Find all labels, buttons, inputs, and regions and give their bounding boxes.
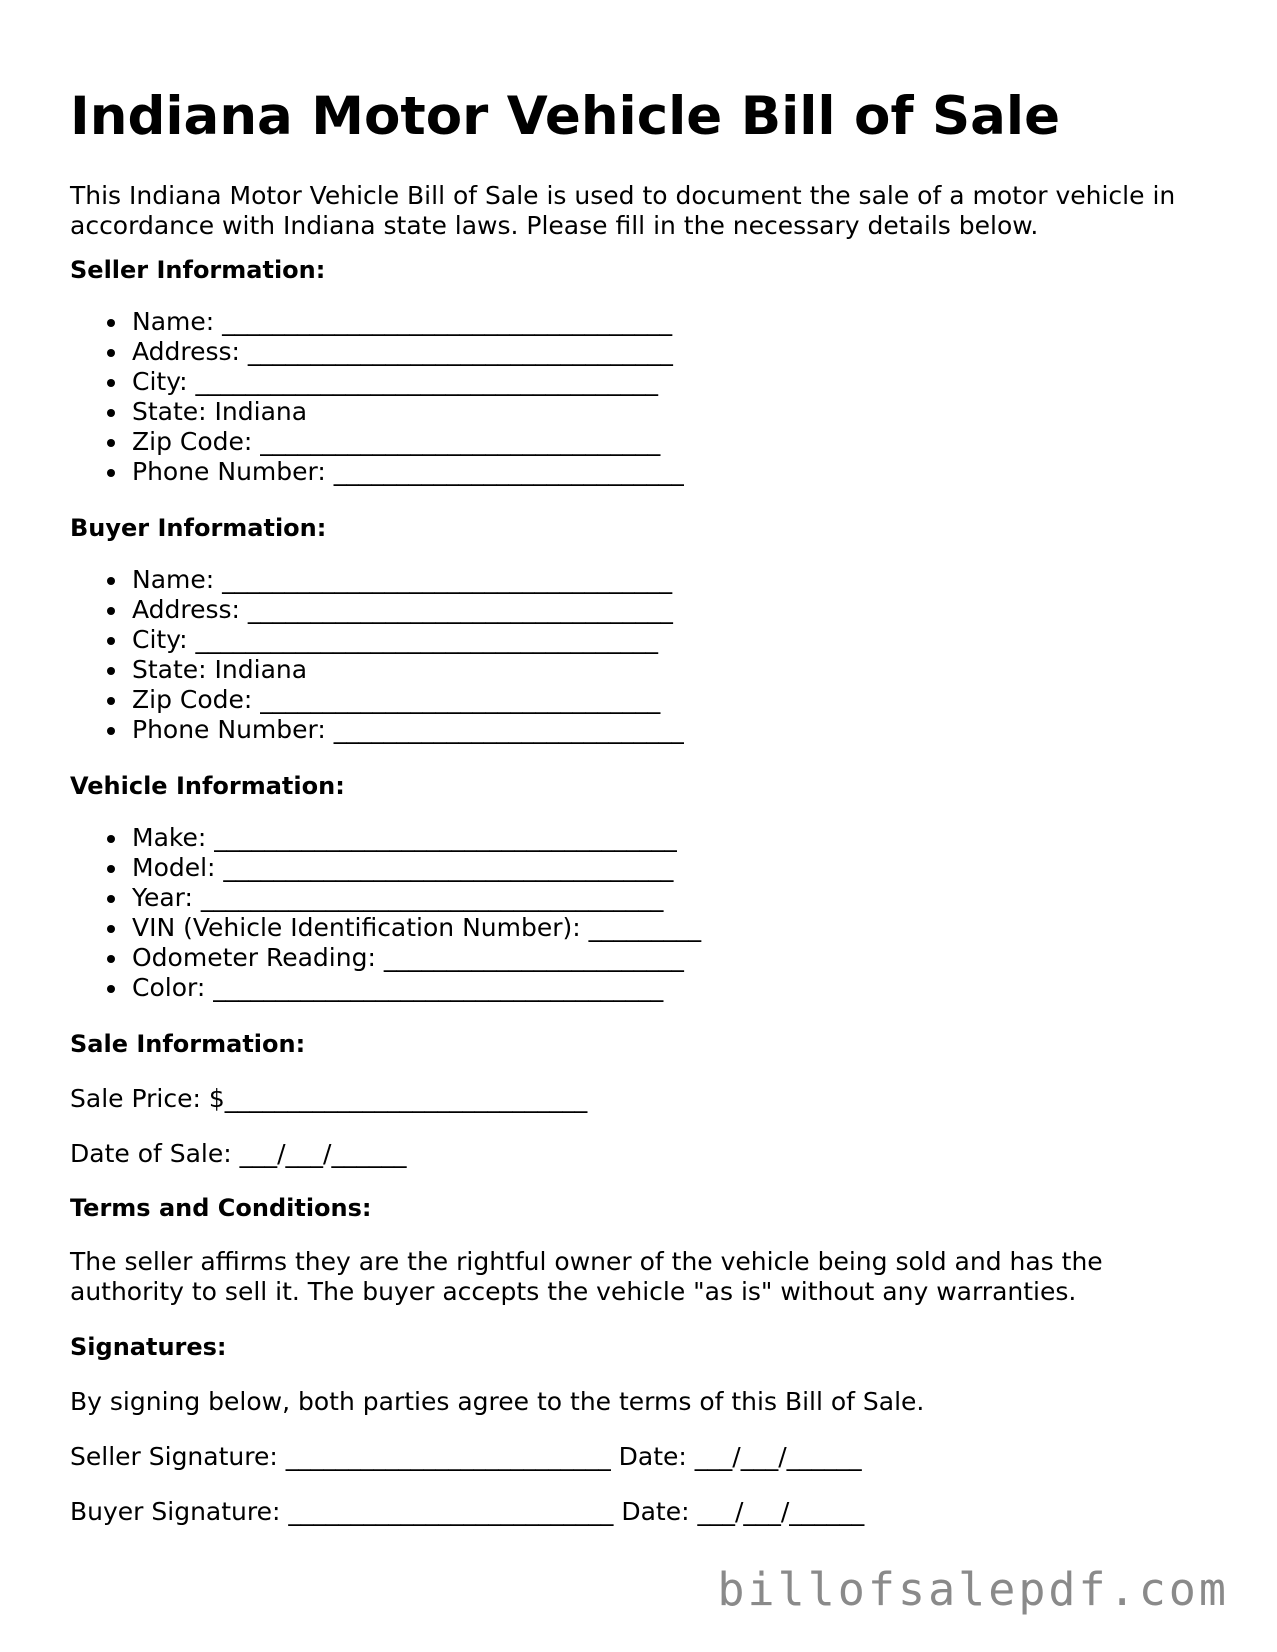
buyer-fields-list [70,565,684,745]
watermark: billofsalepdf.com [717,1563,1229,1616]
vehicle-fields-list [70,823,701,1003]
buyer-phone-field: Phone Number: ____________________________ [70,715,684,745]
seller-state-field: State: Indiana [70,397,684,427]
sale-date-field: Date of Sale: ___/___/______ [70,1139,407,1168]
vehicle-vin-field: VIN (Vehicle Identification Number): _________ [70,913,701,943]
terms-paragraph: The seller affirms they are the rightful owner of the vehicle being sold and has the authority to sell it. The buyer accepts the vehicle "as is" without any warranties. [70,1247,1103,1306]
buyer-name-field: Name: ____________________________________ [70,565,684,595]
buyer-address-field: Address: __________________________________ [70,595,684,625]
seller-address-field: Address: __________________________________ [70,337,684,367]
vehicle-heading: Vehicle Information: [70,772,345,800]
vehicle-make-field: Make: _____________________________________ [70,823,701,853]
seller-zip-field: Zip Code: ________________________________ [70,427,684,457]
intro-paragraph: This Indiana Motor Vehicle Bill of Sale is used to document the sale of a motor vehicle in accordance with Indiana state laws. Please fill in the necessary details below. [70,181,1176,240]
seller-heading: Seller Information: [70,256,326,284]
seller-signature-line: Seller Signature: __________________________ Date: ___/___/______ [70,1442,862,1471]
signatures-intro: By signing below, both parties agree to the terms of this Bill of Sale. [70,1387,925,1416]
buyer-state-field: State: Indiana [70,655,684,685]
seller-city-field: City: _____________________________________ [70,367,684,397]
terms-heading: Terms and Conditions: [70,1194,372,1222]
vehicle-model-field: Model: ____________________________________ [70,853,701,883]
sale-price-field: Sale Price: $_____________________________ [70,1084,588,1113]
vehicle-year-field: Year: _____________________________________ [70,883,701,913]
seller-fields-list [70,307,684,487]
vehicle-odometer-field: Odometer Reading: ________________________ [70,943,701,973]
sale-heading: Sale Information: [70,1030,306,1058]
buyer-heading: Buyer Information: [70,514,327,542]
buyer-signature-line: Buyer Signature: __________________________ Date: ___/___/______ [70,1497,865,1526]
seller-phone-field: Phone Number: ____________________________ [70,457,684,487]
buyer-zip-field: Zip Code: ________________________________ [70,685,684,715]
vehicle-color-field: Color: ____________________________________ [70,973,701,1003]
document-title: Indiana Motor Vehicle Bill of Sale [70,86,1061,147]
buyer-city-field: City: _____________________________________ [70,625,684,655]
signatures-heading: Signatures: [70,1333,227,1361]
seller-name-field: Name: ____________________________________ [70,307,684,337]
